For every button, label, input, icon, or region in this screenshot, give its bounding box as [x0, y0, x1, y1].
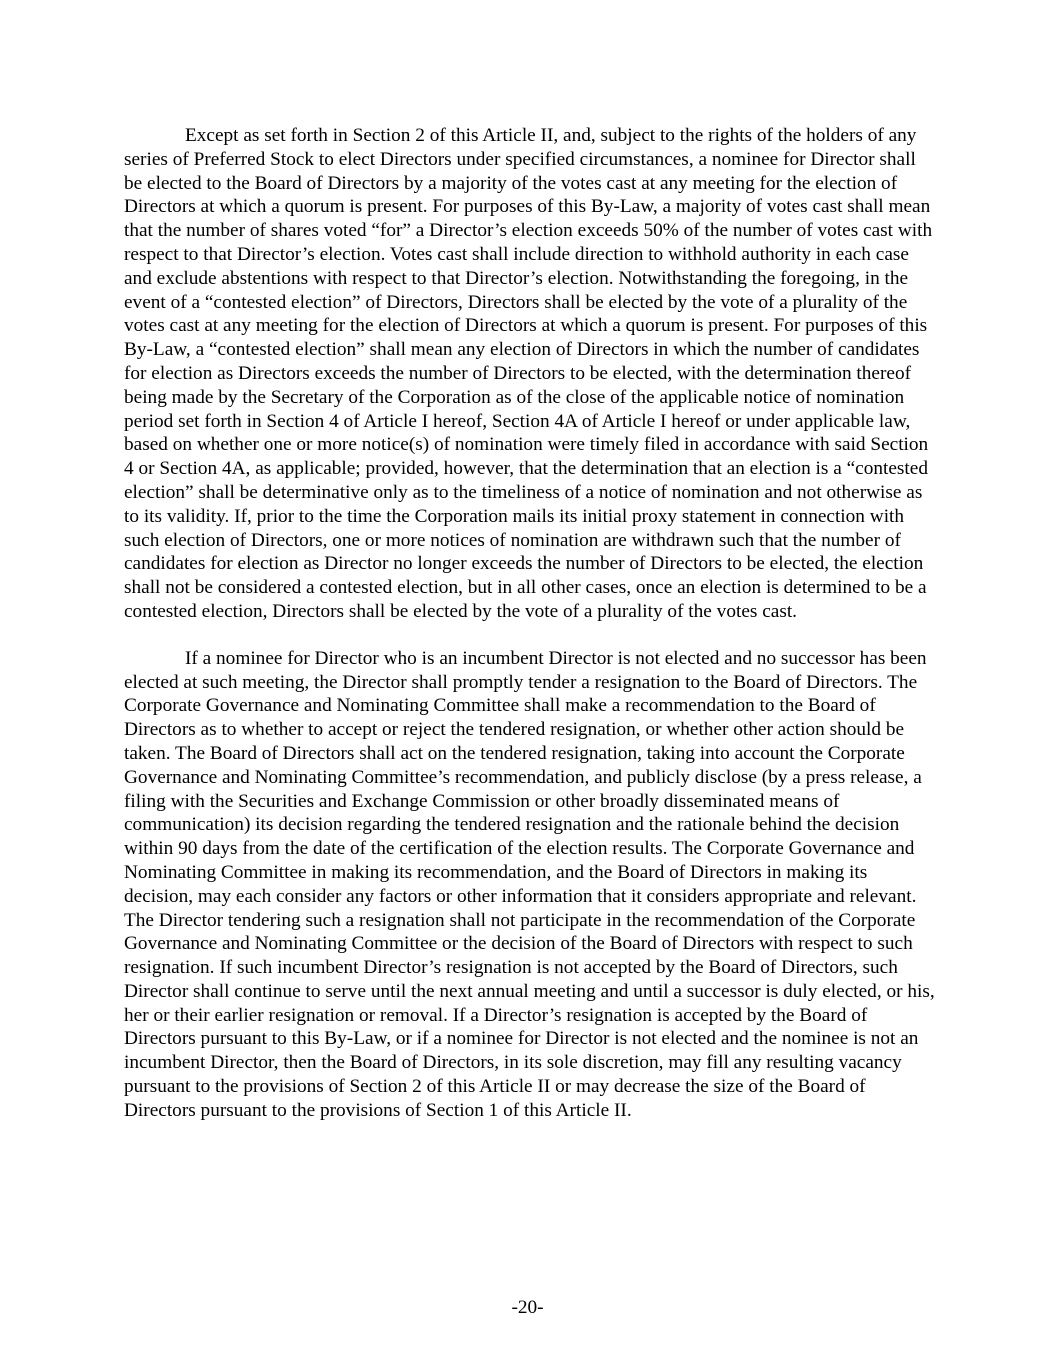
paragraph-majority-voting: Except as set forth in Section 2 of this Article II, and, subject to the rights of the holders of any series of Preferred Stock to elect Directors under specified circumstances, a nominee for Director shall be elected to the Board of Directors by a majority of the votes cast at any meeting for the election of Directors at which a quorum is present. For purposes of this By-Law, a majority of votes cast shall mean that the number of shares voted “for” a Director’s election exceeds 50% of the number of votes cast with respect to that Director’s election. Votes cast shall include direction to withhold authority in each case and exclude abstentions with respect to that Director’s election. Notwithstanding the foregoing, in the event of a “contested election” of Directors, Directors shall be elected by the vote of a plurality of the votes cast at any meeting for the election of Directors at which a quorum is present. For purposes of this By-Law, a “contested election” shall mean any election of Directors in which the number of candidates for election as Directors exceeds the number of Directors to be elected, with the determination thereof being made by the Secretary of the Corporation as of the close of the applicable notice of nomination period set forth in Section 4 of Article I hereof, Section 4A of Article I hereof or under applicable law, based on whether one or more notice(s) of nomination were timely filed in accordance with said Section 4 or Section 4A, as applicable; provided, however, that the determination that an election is a “contested election” shall be determinative only as to the timeliness of a notice of nomination and not otherwise as to its validity. If, prior to the time the Corporation mails its initial proxy statement in connection with such election of Directors, one or more notices of nomination are withdrawn such that the number of candidates for election as Director no longer exceeds the number of Directors to be elected, the election shall not be considered a contested election, but in all other cases, once an election is determined to be a contested election, Directors shall be elected by the vote of a plurality of the votes cast.: [124, 125, 933, 622]
paragraph-incumbent-resignation: If a nominee for Director who is an incumbent Director is not elected and no successor has been elected at such meeting, the Director shall promptly tender a resignation to the Board of Directors. The Corporate Governance and Nominating Committee shall make a recommendation to the Board of Directors as to whether to accept or reject the tendered resignation, or whether other action should be taken. The Board of Directors shall act on the tendered resignation, taking into account the Corporate Governance and Nominating Committee’s recommendation, and publicly disclose (by a press release, a filing with the Securities and Exchange Commission or other broadly disseminated means of communication) its decision regarding the tendered resignation and the rationale behind the decision within 90 days from the date of the certification of the election results. The Corporate Governance and Nominating Committee in making its recommendation, and the Board of Directors in making its decision, may each consider any factors or other information that it considers appropriate and relevant. The Director tendering such a resignation shall not participate in the recommendation of the Corporate Governance and Nominating Committee or the decision of the Board of Directors with respect to such resignation. If such incumbent Director’s resignation is not accepted by the Board of Directors, such Director shall continue to serve until the next annual meeting and until a successor is duly elected, or his, her or their earlier resignation or removal. If a Director’s resignation is accepted by the Board of Directors pursuant to this By-Law, or if a nominee for Director is not elected and the nominee is not an incumbent Director, then the Board of Directors, in its sole discretion, may fill any resulting vacancy pursuant to the provisions of Section 2 of this Article II or may decrease the size of the Board of Directors pursuant to the provisions of Section 1 of this Article II.: [124, 647, 935, 1121]
document-body: [124, 124, 936, 1146]
page-number: -20-: [511, 1297, 544, 1318]
